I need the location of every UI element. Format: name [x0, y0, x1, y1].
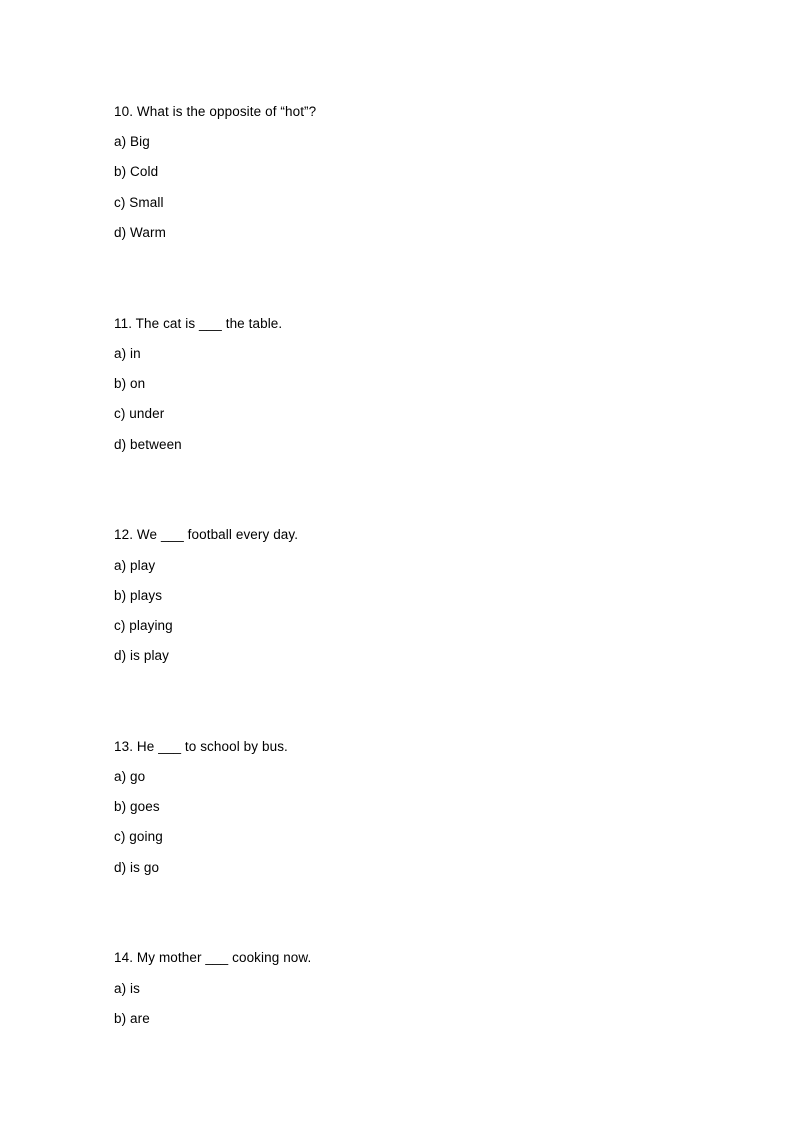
question-13-option-b: b) goes [114, 799, 160, 814]
question-10-text: 10. What is the opposite of “hot”? [114, 104, 317, 119]
question-11-option-b: b) on [114, 376, 146, 391]
question-10-option-c: c) Small [114, 195, 164, 210]
question-13-option-d: d) is go [114, 860, 160, 875]
question-14-option-b: b) are [114, 1011, 150, 1026]
question-11-option-a: a) in [114, 346, 141, 361]
question-14-text: 14. My mother ___ cooking now. [114, 950, 312, 965]
question-12-option-a: a) play [114, 558, 156, 573]
question-12-text: 12. We ___ football every day. [114, 527, 299, 542]
question-11-option-d: d) between [114, 437, 182, 452]
question-13-option-a: a) go [114, 769, 146, 784]
question-13-text: 13. He ___ to school by bus. [114, 739, 288, 754]
question-12-option-c: c) playing [114, 618, 173, 633]
question-10-option-d: d) Warm [114, 225, 166, 240]
question-13-option-c: c) going [114, 829, 163, 844]
question-11-option-c: c) under [114, 406, 165, 421]
question-12-option-d: d) is play [114, 648, 170, 663]
question-11-text: 11. The cat is ___ the table. [114, 316, 283, 331]
question-14-option-a: a) is [114, 981, 141, 996]
question-12-option-b: b) plays [114, 588, 163, 603]
question-10-option-a: a) Big [114, 134, 150, 149]
question-10-option-b: b) Cold [114, 164, 159, 179]
